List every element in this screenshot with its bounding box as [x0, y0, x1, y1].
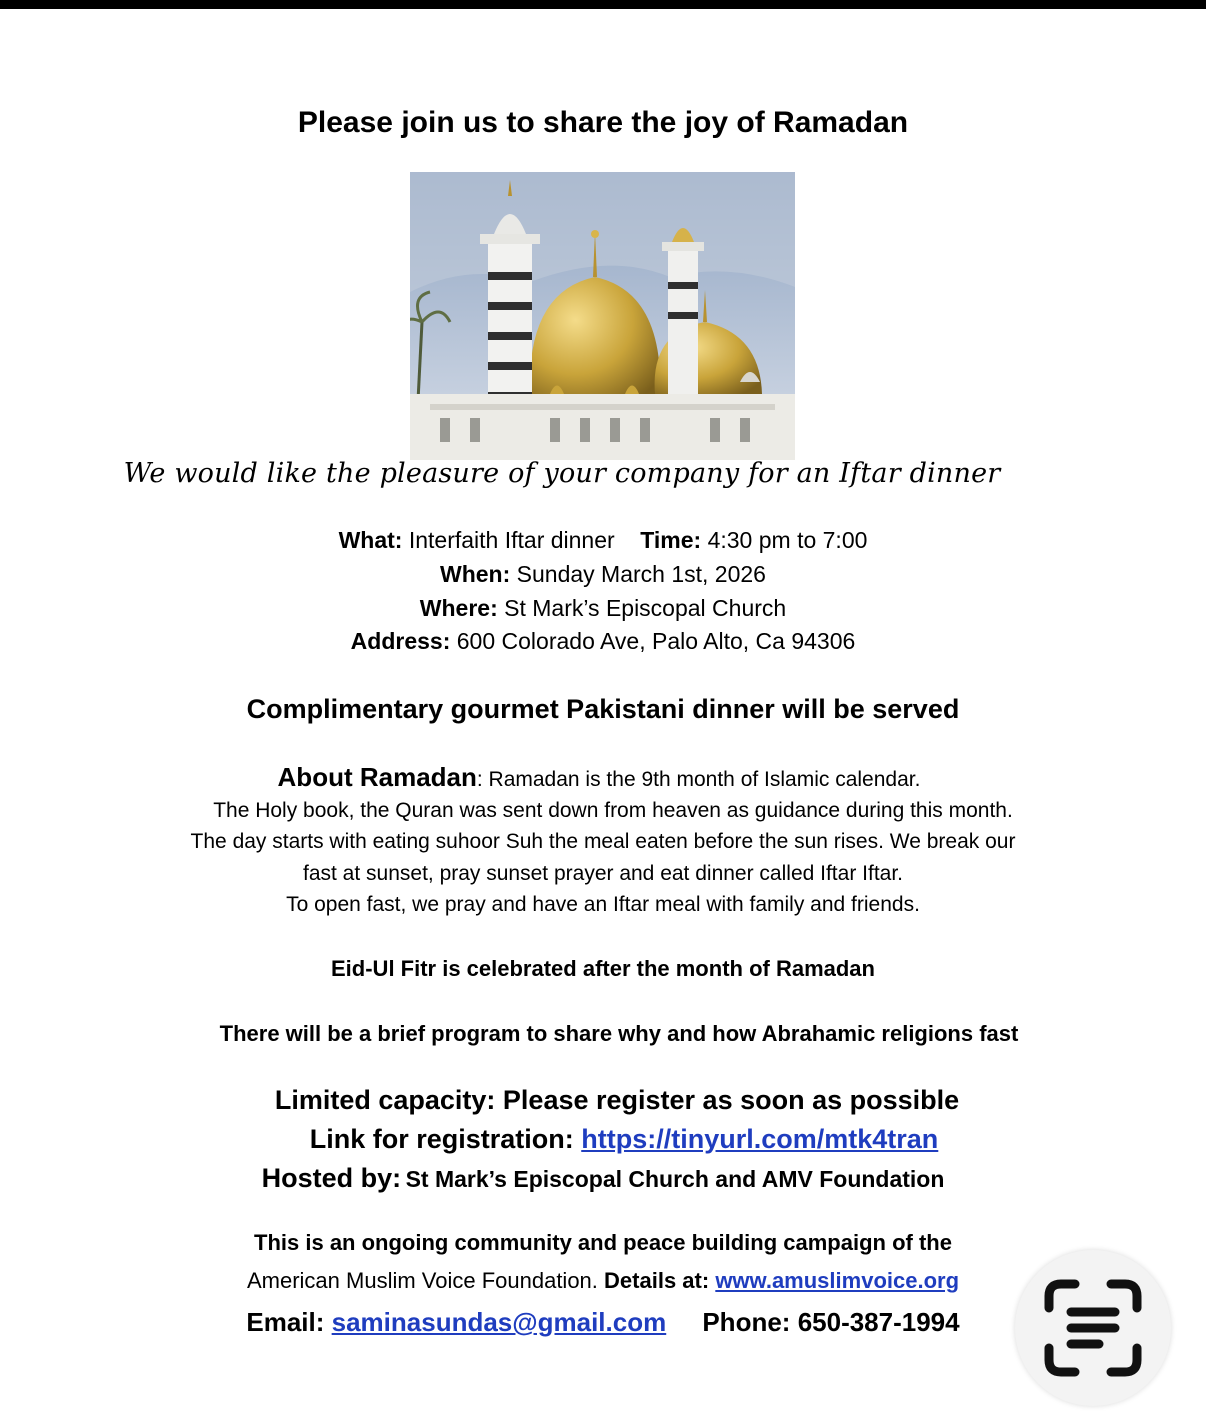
time-value: 4:30 pm to 7:00 — [707, 527, 868, 553]
about-line-5: To open fast, we pray and have an Iftar meal with family and friends. — [286, 893, 920, 916]
email-label: Email: — [246, 1307, 325, 1337]
time-label: Time: — [640, 527, 702, 553]
address-value: 600 Colorado Ave, Palo Alto, Ca 94306 — [456, 628, 856, 654]
hosted-line — [0, 1163, 1206, 1194]
program-note: There will be a brief program to share why and how Abrahamic religions fast — [219, 1021, 1019, 1046]
about-line-2: The Holy book, the Quran was sent down from heaven as guidance during this month. — [213, 799, 1013, 822]
when-value: Sunday March 1st, 2026 — [516, 561, 766, 587]
about-line-4: fast at sunset, pray sunset prayer and eat dinner called Iftar Iftar. — [303, 862, 903, 885]
flyer-title: Please join us to share the joy of Ramadan — [297, 106, 909, 139]
phone-label: Phone: — [702, 1307, 791, 1337]
where-label: Where: — [419, 595, 498, 621]
what-value: Interfaith Iftar dinner — [408, 527, 615, 553]
about-line-1: : Ramadan is the 9th month of Islamic calendar. — [476, 768, 921, 791]
dinner-notice: Complimentary gourmet Pakistani dinner will be served — [246, 694, 960, 724]
what-time-line — [0, 523, 1206, 557]
registration-line — [0, 1124, 1206, 1155]
about-line-3: The day starts with eating suhoor Suh the meal eaten before the sun rises. We break our — [190, 830, 1016, 853]
top-edge-bar — [0, 0, 1206, 9]
campaign-line-1: This is an ongoing community and peace building campaign of the — [254, 1230, 952, 1255]
phone-value: 650-387-1994 — [797, 1307, 960, 1337]
where-line — [0, 591, 1206, 625]
details-label: Details at: — [604, 1268, 710, 1293]
when-line — [0, 557, 1206, 591]
live-text-scan-icon — [1015, 1250, 1171, 1406]
live-text-scan-button[interactable] — [1015, 1250, 1171, 1406]
hosted-label: Hosted by: — [261, 1163, 402, 1193]
address-label: Address: — [350, 628, 451, 654]
about-label: About Ramadan — [277, 762, 477, 792]
when-label: When: — [440, 561, 511, 587]
website-link[interactable]: www.amuslimvoice.org — [715, 1268, 960, 1293]
hosted-value: St Mark’s Episcopal Church and AMV Foundation — [405, 1166, 945, 1192]
address-line — [0, 624, 1206, 658]
about-first-line — [0, 762, 1206, 793]
registration-link[interactable]: https://tinyurl.com/mtk4tran — [581, 1124, 939, 1154]
registration-label: Link for registration: — [309, 1124, 574, 1154]
invitation-line: We would like the pleasure of your company for an Iftar dinner — [123, 458, 1001, 489]
email-link[interactable]: saminasundas@gmail.com — [331, 1307, 667, 1337]
what-label: What: — [338, 527, 403, 553]
eid-note: Eid-Ul Fitr is celebrated after the month of Ramadan — [331, 956, 875, 981]
capacity-note: Limited capacity: Please register as soon as possible — [274, 1085, 960, 1115]
mosque-photo — [410, 172, 795, 460]
where-value: St Mark’s Episcopal Church — [504, 595, 787, 621]
campaign-org: American Muslim Voice Foundation. — [246, 1268, 598, 1293]
